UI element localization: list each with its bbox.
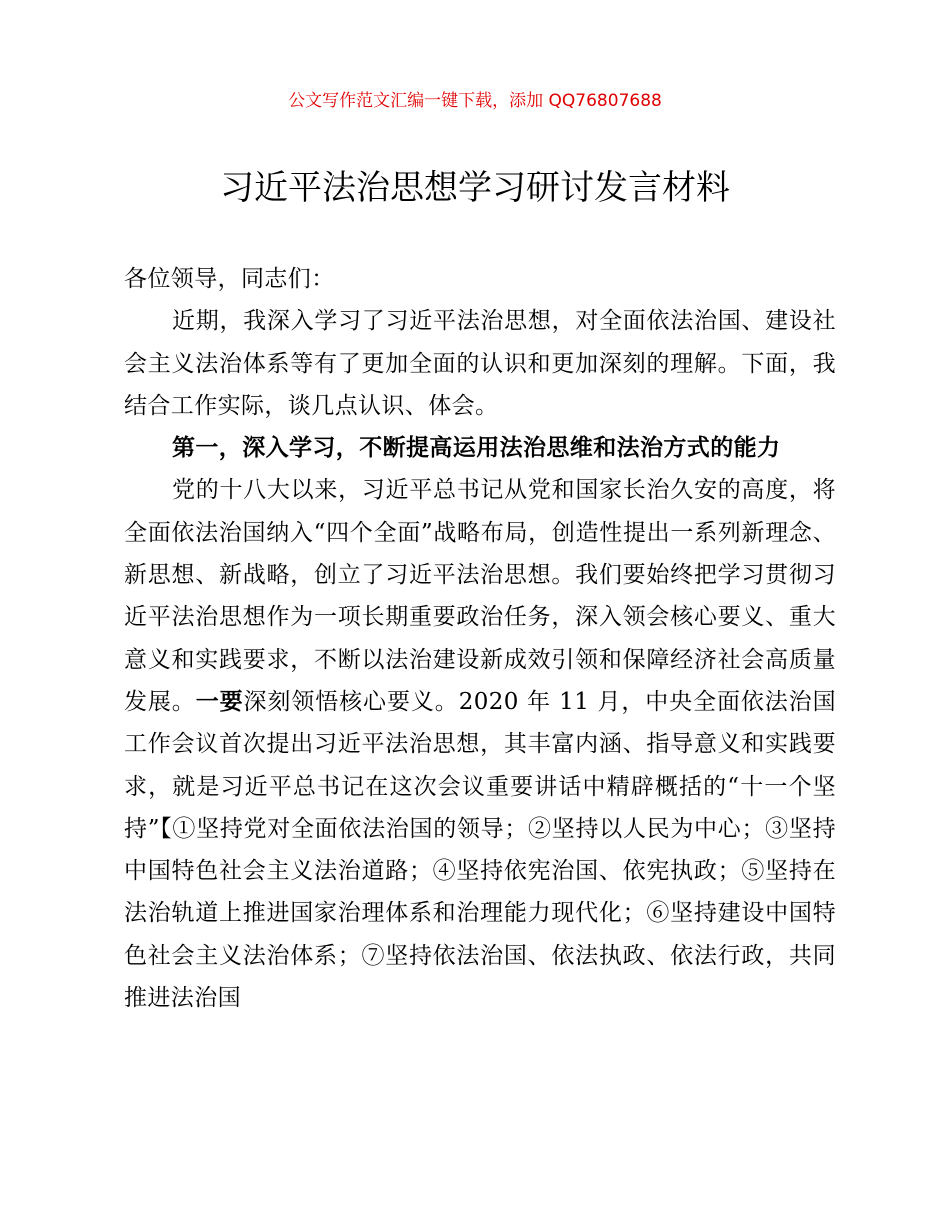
intro-paragraph: 近期，我深入学习了习近平法治思想，对全面依法治国、建设社会主义法治体系等有了更加全面的认识和更加深刻的理解。下面，我结合工作实际，谈几点认识、体会。 bbox=[124, 308, 836, 419]
point-heading: 深刻领悟核心要义。 bbox=[243, 688, 459, 715]
paragraph-text: 2020 年 11 月，中央全面依法治国工作会议首次提出习近平法治思想，其丰富内涵、指导意义和实践要求，就是习近平总书记在这次会议重要讲话中精辟概括的“十一个坚持”【①坚持党对全面依法治国的领导；②坚持以人民为中心；③坚持中国特色社会主义法治道路；④坚持依宪治国、依宪执政；⑤坚持在法治轨道上推进国家治理体系和治理能力现代化；⑥坚持建设中国特色社会主义法治体系；⑦坚持依法治国、依法执政、依法行政，共同推进法治国 bbox=[124, 688, 836, 1012]
paragraph-text: 党的十八大以来，习近平总书记从党和国家长治久安的高度，将全面依法治国纳入“四个全面”战略布局，创造性提出一系列新理念、新思想、新战略，创立了习近平法治思想。我们要始终把学习贯彻习近平法治思想作为一项长期重要政治任务，深入领会核心要义、重大意义和实践要求，不断以法治建设新成效引领和保障经济社会高质量发展。 bbox=[124, 477, 836, 715]
point-label: 一要 bbox=[195, 688, 244, 715]
section-paragraph bbox=[124, 469, 836, 1019]
section-heading: 第一，深入学习，不断提高运用法治思维和法治方式的能力 bbox=[172, 435, 781, 462]
salutation: 各位领导，同志们： bbox=[124, 266, 335, 292]
document-title: 习近平法治思想学习研讨发言材料 bbox=[220, 168, 730, 208]
document-body bbox=[124, 258, 836, 1019]
download-notice: 公文写作范文汇编一键下载，添加 QQ76807688 bbox=[288, 91, 662, 111]
